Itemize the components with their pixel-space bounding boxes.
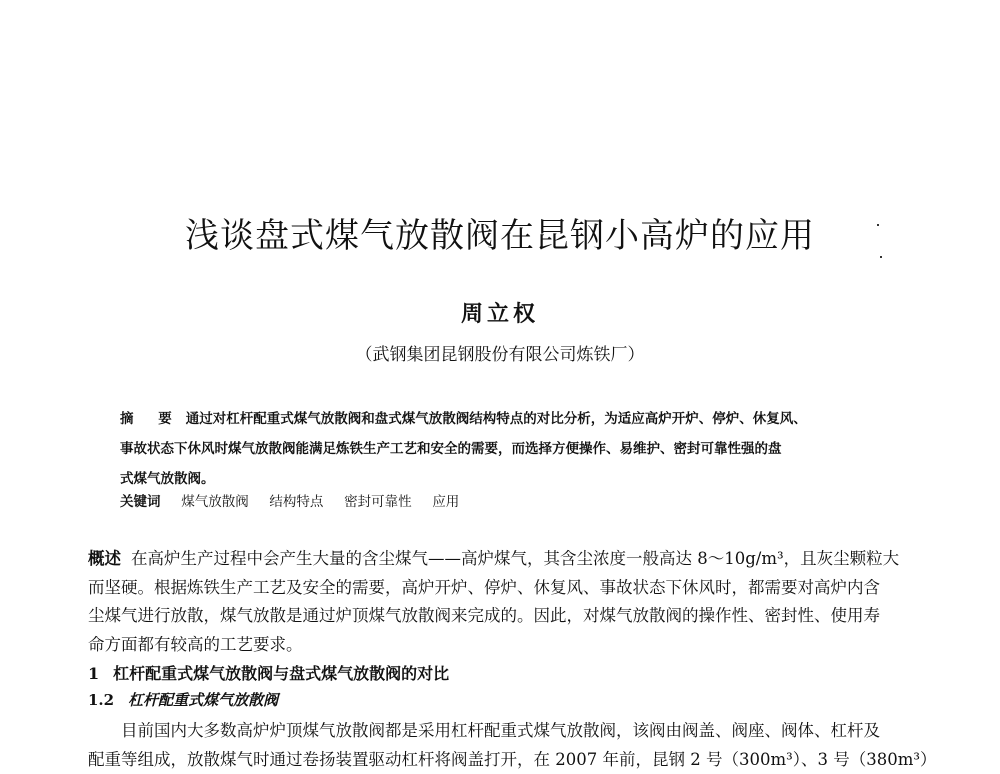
section-number: 1 (88, 664, 99, 683)
keyword-item: 应用 (432, 494, 459, 510)
overview-text: 在高炉生产过程中会产生大量的含尘煤气——高炉煤气，其含尘浓度一般高达 8～10g/m³，且灰尘颗粒大 (131, 549, 899, 568)
keyword-item: 结构特点 (269, 494, 323, 510)
abstract-block (120, 404, 890, 494)
abstract-label: 摘 要 (120, 411, 182, 427)
overview-line: 命方面都有较高的工艺要求。 (88, 631, 918, 660)
abstract-line: 式煤气放散阀。 (120, 464, 890, 494)
abstract-line: 事故状态下休风时煤气放散阀能满足炼铁生产工艺和安全的需要，而选择方便操作、易维护、密封可靠性强的盘 (120, 434, 890, 464)
overview-line: 而坚硬。根据炼铁生产工艺及安全的需要，高炉开炉、停炉、休复风、事故状态下休风时，都需要对高炉内含 (88, 574, 918, 603)
section-title: 杠杆配重式煤气放散阀与盘式煤气放散阀的对比 (113, 664, 449, 683)
body-paragraph (88, 717, 918, 774)
keyword-item: 密封可靠性 (344, 494, 412, 510)
overview-line: 尘煤气进行放散，煤气放散是通过炉顶煤气放散阀来完成的。因此，对煤气放散阀的操作性、密封性、使用寿 (88, 602, 918, 631)
body-line: 配重等组成，放散煤气时通过卷扬装置驱动杠杆将阀盖打开，在 2007 年前，昆钢 2 号（300m³）、3 号（380m³） (88, 746, 918, 774)
scan-speck (880, 256, 882, 258)
author-affiliation: （武钢集团昆钢股份有限公司炼铁厂） (0, 340, 1000, 365)
subsection-number: 1.2 (88, 691, 114, 709)
section-heading (88, 661, 449, 684)
subsection-heading (88, 689, 278, 710)
overview-label: 概述 (88, 549, 121, 568)
subsection-title: 杠杆配重式煤气放散阀 (128, 691, 278, 709)
keywords-label: 关键词 (120, 494, 161, 510)
paper-title: 浅谈盘式煤气放散阀在昆钢小高炉的应用 (0, 208, 1000, 257)
overview-line (88, 545, 918, 574)
overview-paragraph (88, 545, 918, 659)
keywords-block (120, 490, 459, 510)
body-line: 目前国内大多数高炉炉顶煤气放散阀都是采用杠杆配重式煤气放散阀，该阀由阀盖、阀座、阀体、杠杆及 (88, 717, 918, 746)
scan-speck (877, 224, 879, 226)
abstract-line (120, 404, 890, 434)
abstract-text: 通过对杠杆配重式煤气放散阀和盘式煤气放散阀结构特点的对比分析，为适应高炉开炉、停炉、休复风、 (186, 411, 807, 427)
author-name: 周立权 (0, 297, 1000, 328)
keyword-item: 煤气放散阀 (181, 494, 249, 510)
